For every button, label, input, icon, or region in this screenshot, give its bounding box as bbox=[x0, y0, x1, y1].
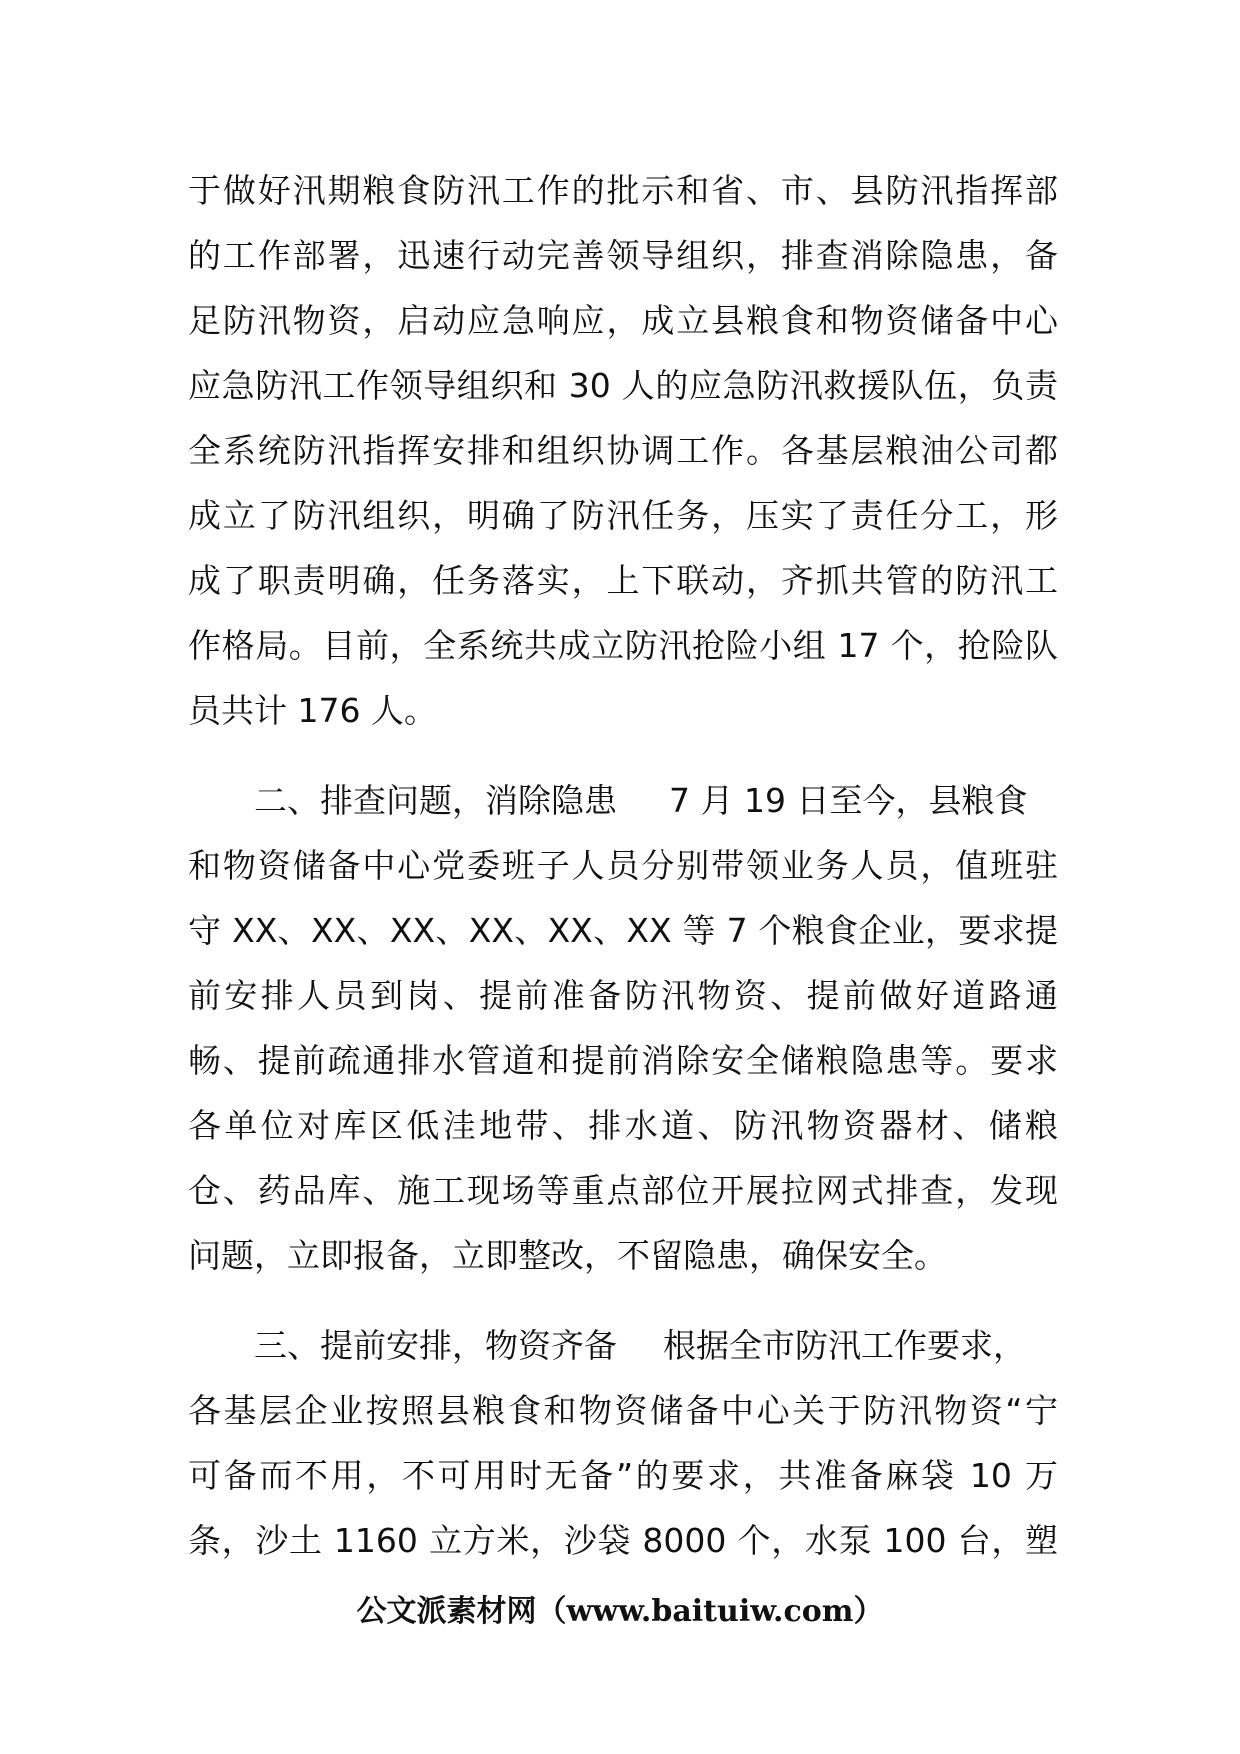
paragraph-line-text: 7 月 19 日至今，县粮食 bbox=[669, 781, 1028, 820]
paragraph-line: 成了职责明确，任务落实，上下联动，齐抓共管的防汛工 bbox=[188, 561, 1058, 600]
paragraph-line: 仓、药品库、施工现场等重点部位开展拉网式排查，发现 bbox=[188, 1171, 1058, 1210]
paragraph-2 bbox=[188, 768, 1058, 1288]
paragraph-line: 畅、提前疏通排水管道和提前消除安全储粮隐患等。要求 bbox=[188, 1041, 1058, 1080]
paragraph-line: 应急防汛工作领导组织和 30 人的应急防汛救援队伍，负责 bbox=[188, 366, 1058, 405]
paragraph-line: 足防汛物资，启动应急响应，成立县粮食和物资储备中心 bbox=[188, 301, 1058, 340]
paragraph-line: 作格局。目前，全系统共成立防汛抢险小组 17 个，抢险队 bbox=[188, 626, 1058, 665]
paragraph-line: 于做好汛期粮食防汛工作的批示和省、市、县防汛指挥部 bbox=[188, 171, 1058, 210]
paragraph-line: 条，沙土 1160 立方米，沙袋 8000 个，水泵 100 台，塑 bbox=[188, 1521, 1058, 1560]
paragraph-line: 和物资储备中心党委班子人员分别带领业务人员，值班驻 bbox=[188, 846, 1058, 885]
paragraph-line: 员共计 176 人。 bbox=[188, 691, 437, 730]
paragraph-line: 各基层企业按照县粮食和物资储备中心关于防汛物资“宁 bbox=[188, 1391, 1058, 1430]
paragraph-first-line bbox=[188, 768, 1058, 833]
paragraph-first-line bbox=[188, 1313, 1058, 1378]
paragraph-line: 前安排人员到岗、提前准备防汛物资、提前做好道路通 bbox=[188, 976, 1058, 1015]
section-heading: 二、排查问题，消除隐患 bbox=[254, 781, 617, 820]
paragraph-3 bbox=[188, 1313, 1058, 1573]
paragraph-line: 成立了防汛组织，明确了防汛任务，压实了责任分工，形 bbox=[188, 496, 1058, 535]
paragraph-line: 守 XX、XX、XX、XX、XX、XX 等 7 个粮食企业，要求提 bbox=[188, 911, 1058, 950]
document-body bbox=[188, 158, 1058, 1573]
paragraph-line: 的工作部署，迅速行动完善领导组织，排查消除隐患，备 bbox=[188, 236, 1058, 275]
paragraph-line: 可备而不用，不可用时无备”的要求，共准备麻袋 10 万 bbox=[188, 1456, 1058, 1495]
paragraph-line: 问题，立即报备，立即整改，不留隐患，确保安全。 bbox=[188, 1236, 947, 1275]
paragraph-line-text: 根据全市防汛工作要求， bbox=[663, 1326, 1026, 1365]
footer-watermark: 公文派素材网（www.baituiw.com） bbox=[356, 1594, 884, 1629]
paragraph-1 bbox=[188, 158, 1058, 743]
section-heading: 三、提前安排，物资齐备 bbox=[254, 1326, 617, 1365]
paragraph-line: 全系统防汛指挥安排和组织协调工作。各基层粮油公司都 bbox=[188, 431, 1058, 470]
paragraph-line: 各单位对库区低洼地带、排水道、防汛物资器材、储粮 bbox=[188, 1106, 1058, 1145]
